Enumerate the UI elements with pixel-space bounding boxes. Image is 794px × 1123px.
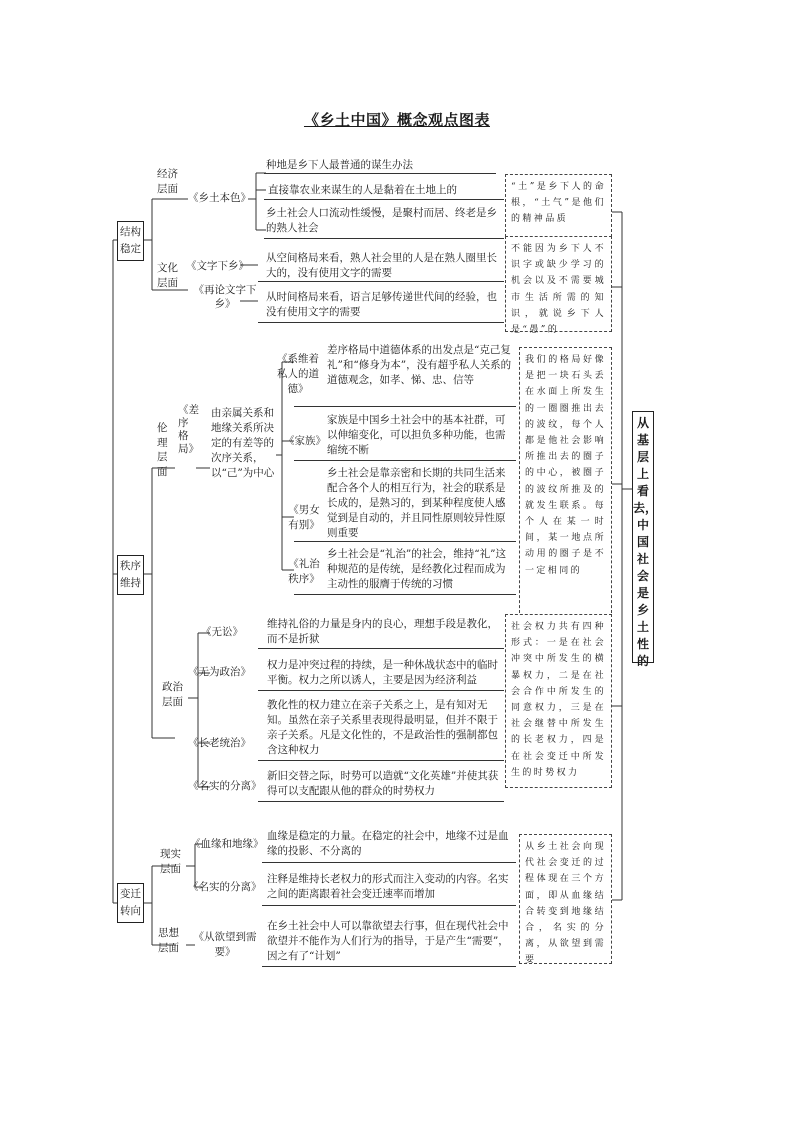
chapter-siren-daode: 《系维着私人的道德》 (277, 353, 319, 395)
chapter-jiazu: 《家族》 (284, 435, 326, 447)
layer-culture: 文化层面 (157, 262, 178, 289)
ethics-text-2: 家族是中国乡土社会中的基本社群，可以伸缩变化，可以担负多种功能，也需缩统不断 (327, 414, 506, 456)
chapter-wusong: 《无讼》 (201, 626, 243, 638)
ethics-text-3: 乡土社会是靠亲密和长期的共同生活来配合各个人的相互行为，社会的联系是长成的，是熟习的，到某种程度使人感觉到是自动的，并且同性原则较异性原则重要 (327, 467, 506, 539)
chapter-xueyuan-diyuan: 《血缘和地缘》 (190, 838, 264, 850)
politics-text-4: 新旧交替之际，时势可以造就“文化英雄”并使其获得可以支配跟从他的群众的时势权力 (267, 770, 499, 797)
note-tu: “土”是乡下人的命根，“土气”是他们的精神品质 (505, 174, 612, 242)
chapter-mingshi-fenli: 《名实的分离》 (188, 780, 262, 792)
politics-text-1: 维持礼俗的力量是身内的良心，理想手段是教化，而不是折狱 (267, 618, 498, 645)
chapter-lizhi-zhixu: 《礼治秩序》 (288, 558, 320, 585)
layer-reality: 现实层面 (160, 848, 181, 875)
chapter-chaxu-geju: 《差序格局》 (178, 404, 199, 455)
chapter-zailun-wenzi: 《再论文字下乡》 (193, 284, 257, 310)
reality-text-2: 注释是维持长老权力的形式而注入变动的内容。名实之间的距离跟着社会变迁速率而增加 (267, 873, 509, 900)
layer-economic: 经济层面 (157, 168, 178, 195)
chapter-wenzi-xiaxiang: 《文字下乡》 (186, 260, 249, 272)
culture-point-1: 从空间格局来看，熟人社会里的人是在熟人圈里长大的，没有使用文字的需要 (266, 252, 497, 279)
chapter-yuwang-xuyao: 《从欲望到需要》 (193, 931, 257, 958)
culture-point-2: 从时间格局来看，语言足够传递世代间的经验，也没有使用文字的需要 (266, 291, 497, 318)
politics-text-2: 权力是冲突过程的持续，是一种休战状态中的临时平衡。权力之所以诱人，主要是因为经济利益 (267, 659, 498, 686)
chapter-zhanglao-tongzhi: 《长老统治》 (188, 737, 251, 749)
page-title: 《乡土中国》概念观点图表 (303, 111, 490, 129)
chapter-nannv-youbie: 《男女有别》 (288, 504, 320, 531)
politics-text-3: 教化性的权力建立在亲子关系之上，是有知对无知。虽然在亲子关系里表现得最明显，但并不限于亲子关系。凡是文化性的，不是政治性的强制都包含这种权力 (267, 699, 498, 756)
chapter-mingshi-fenli-2: 《名实的分离》 (188, 881, 262, 893)
thought-text-1: 在乡土社会中人可以靠欲望去行事，但在现代社会中欲望并不能作为人们行为的指导，于是产生“需要”，因之有了“计划” (267, 920, 509, 962)
chapter-xiangtu-bense: 《乡土本色》 (188, 192, 251, 204)
econ-point-2: 直接靠农业来谋生的人是黏着在土地上的 (268, 184, 457, 196)
note-yu: 不能因为乡下人不识字或缺少学习的机会以及不需要城市生活所需的知识，就说乡下人是“愚”的 (505, 236, 612, 332)
layer-politics: 政治层面 (162, 681, 183, 708)
note-four-powers: 社会权力共有四种形式：一是在社会冲突中所发生的横暴权力，二是在社会合作中所发生的同意权力，三是在社会继替中所发生的长老权力，四是在社会变迁中所发生的时势权力 (505, 614, 612, 788)
category-structure: 结构稳定 (117, 221, 144, 261)
reality-text-1: 血缘是稳定的力量。在稳定的社会中，地缘不过是血缘的投影、不分离的 (267, 830, 509, 857)
layer-thought: 思想层面 (158, 927, 179, 954)
ethics-text-4: 乡土社会是“礼治”的社会，维持“礼”这种规范的是传统，是经教化过程而成为主动性的服膺于传统的习惯 (327, 548, 506, 590)
conclusion-box: 从基层上看去，中国社会是乡土性的 (632, 411, 654, 663)
note-chaxu-ripple: 我们的格局好像是把一块石头丢在水面上所发生的一圈圈推出去的波纹，每个人都是他社会影响所推出去的圈子的中心，被圈子的波纹所推及的就发生联系。每个人在某一时间，某一地点所动用的圈子是不一定相同的 (519, 347, 612, 618)
econ-point-3: 乡土社会人口流动性缓慢，是聚村而居、终老是乡的熟人社会 (266, 207, 497, 234)
category-order: 秩序维持 (117, 555, 144, 595)
category-change: 变迁转向 (117, 883, 144, 923)
chapter-wuwei-zhengzhi: 《无为政治》 (188, 666, 251, 678)
econ-point-1: 种地是乡下人最普通的谋生办法 (266, 159, 413, 171)
ethics-summary: 由亲属关系和地缘关系所决定的有差等的次序关系，以“己”为中心 (211, 407, 275, 479)
ethics-text-1: 差序格局中道德体系的出发点是“克己复礼”和“修身为本”，没有超乎私人关系的道德观念，如孝、悌、忠、信等 (327, 344, 512, 386)
layer-ethics: 伦理层面 (157, 422, 168, 478)
note-transition: 从乡土社会向现代社会变迁的过程体现在三个方面，即从血缘结合转变到地缘结合，名实的分离，从欲望到需要 (519, 834, 612, 964)
